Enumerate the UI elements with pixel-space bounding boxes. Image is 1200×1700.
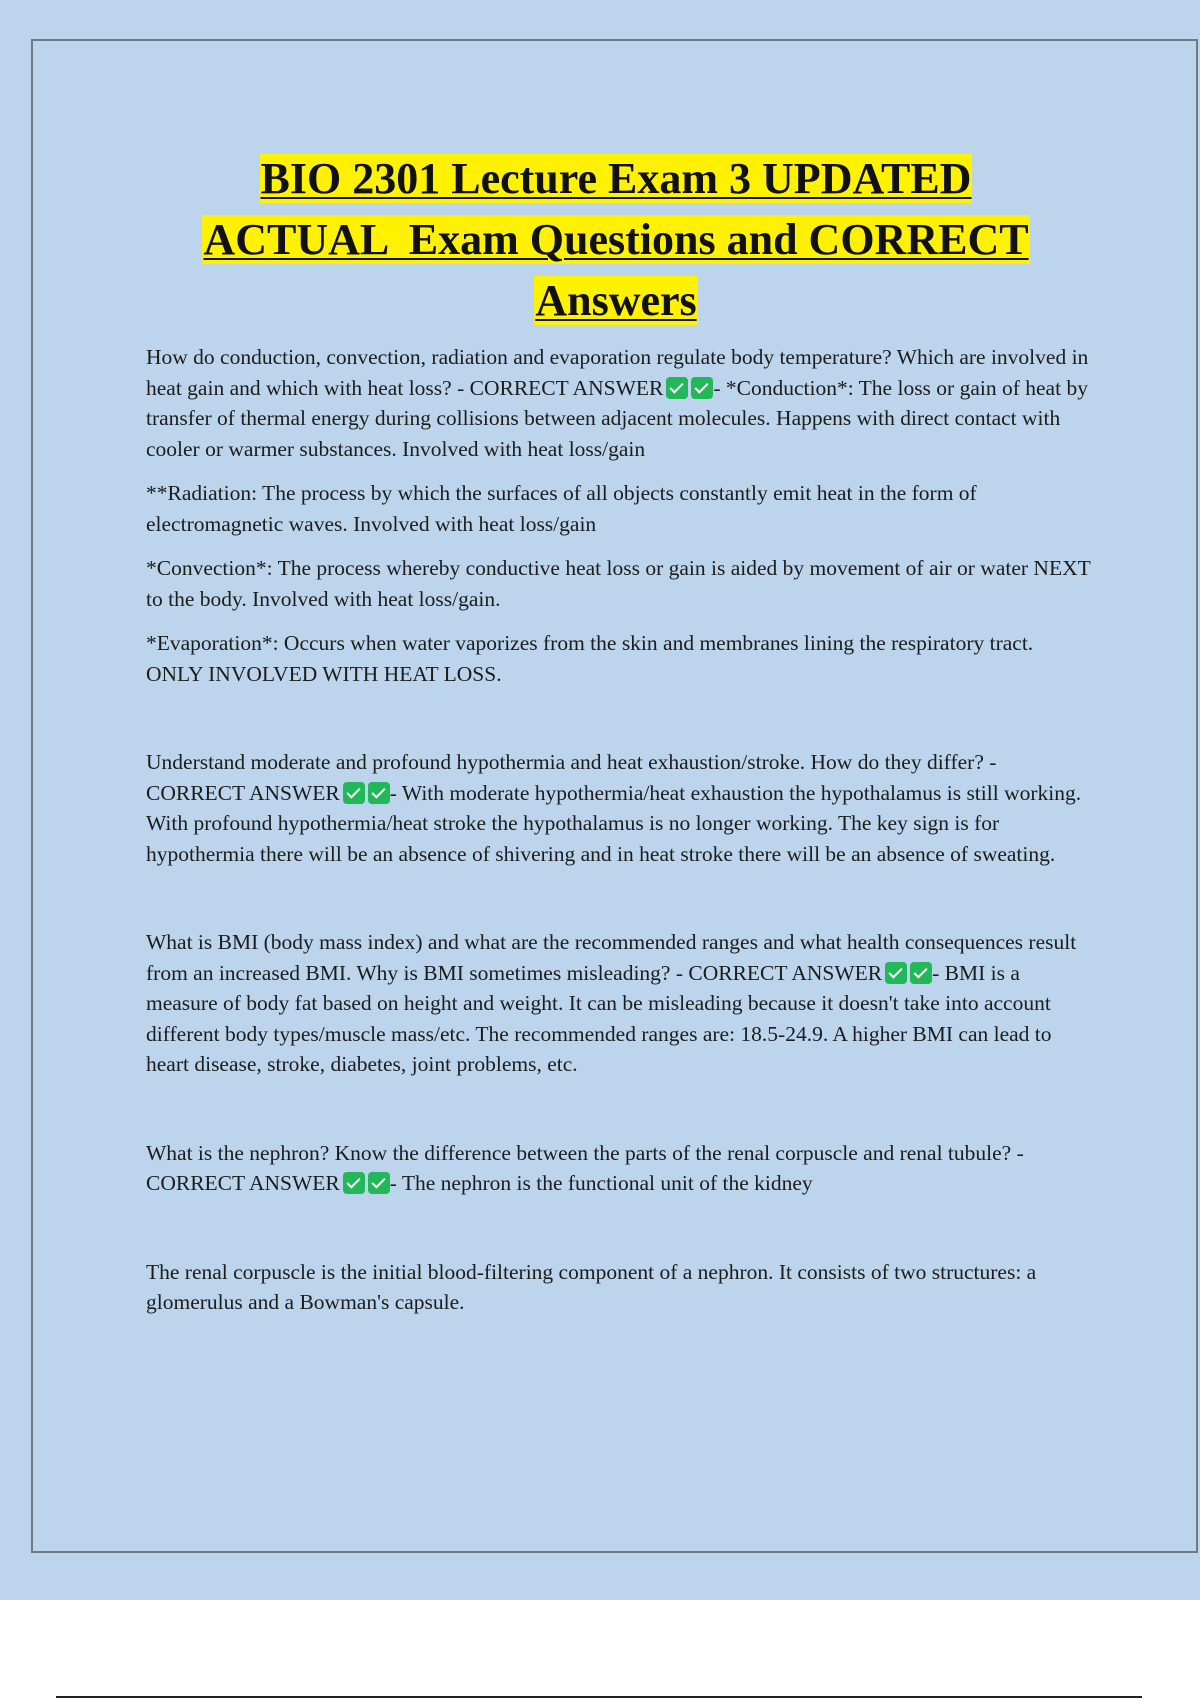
title-text-3: Answers <box>535 276 697 325</box>
document-body <box>146 342 1091 1332</box>
title-text-2: ACTUAL Exam Questions and CORRECT <box>203 215 1029 264</box>
check-mark-icon <box>368 1172 390 1194</box>
check-mark-icon <box>691 377 713 399</box>
answer-label: CORRECT ANSWER <box>688 960 883 985</box>
qa-item-1 <box>146 342 1091 464</box>
evaporation-paragraph: *Evaporation*: Occurs when water vaporizes from the skin and membranes lining the respiratory tract. ONLY INVOLVED WITH HEAT LOSS. <box>146 631 1034 686</box>
qa-item-4 <box>146 1138 1091 1199</box>
question-text: Understand moderate and profound hypothermia and heat exhaustion/stroke. How do they differ? - <box>146 750 997 774</box>
convection-paragraph: *Convection*: The process whereby conductive heat loss or gain is aided by movement of air or water NEXT to the body. Involved with heat loss/gain. <box>146 556 1091 611</box>
check-mark-icon <box>666 377 688 399</box>
answer-label: CORRECT ANSWER <box>146 780 340 805</box>
question-text: How do conduction, convection, radiation and evaporation regulate body temperature? Which are involved in heat gain and which with heat loss? - <box>146 345 1089 400</box>
check-mark-icon <box>343 782 365 804</box>
answer-text: - BMI is a measure of body fat based on height and weight. It can be misleading because it doesn't take into account different body types/muscle mass/etc. The recommended ranges are: 18.5-24.9. A higher BMI can lead to heart disease, stroke, diabetes, joint problems, etc. <box>146 960 1052 1076</box>
answer-text: - *Conduction*: The loss or gain of heat by transfer of thermal energy during collisions between adjacent molecules. Happens with direct contact with cooler or warmer substances. Involved with heat loss/gain <box>146 375 1088 461</box>
answer-text: - The nephron is the functional unit of the kidney <box>389 1171 813 1195</box>
answer-label: CORRECT ANSWER <box>146 1171 340 1195</box>
title-text-1: BIO 2301 Lecture Exam 3 UPDATED <box>260 154 972 203</box>
check-mark-icon <box>910 962 932 984</box>
check-mark-icon <box>368 782 390 804</box>
answer-label: CORRECT ANSWER <box>469 375 664 400</box>
answer-text: - With moderate hypothermia/heat exhaustion the hypothalamus is still working. With profound hypothermia/heat stroke the hypothalamus is no longer working. The key sign is for hypothermia there will be an absence of shivering and in heat stroke there will be an absence of sweating. <box>146 780 1082 866</box>
title-line-3 <box>120 270 1112 331</box>
footer-divider <box>56 1696 1142 1698</box>
check-mark-icon <box>885 962 907 984</box>
qa-item-3 <box>146 927 1091 1080</box>
qa-item-2 <box>146 747 1091 869</box>
check-mark-icon <box>343 1172 365 1194</box>
question-text: What is BMI (body mass index) and what are the recommended ranges and what health consequences result from an increased BMI. Why is BMI sometimes misleading? - <box>146 930 1077 985</box>
radiation-paragraph: **Radiation: The process by which the surfaces of all objects constantly emit heat in the form of electromagnetic waves. Involved with heat loss/gain <box>146 481 977 536</box>
title-line-2 <box>120 209 1112 270</box>
closing-paragraph: The renal corpuscle is the initial blood-filtering component of a nephron. It consists of two structures: a glomerulus and a Bowman's capsule. <box>146 1259 1037 1314</box>
title-line-1 <box>120 148 1112 209</box>
question-text: What is the nephron? Know the difference between the parts of the renal corpuscle and renal tubule? - <box>146 1140 1024 1165</box>
document-title <box>120 148 1112 331</box>
